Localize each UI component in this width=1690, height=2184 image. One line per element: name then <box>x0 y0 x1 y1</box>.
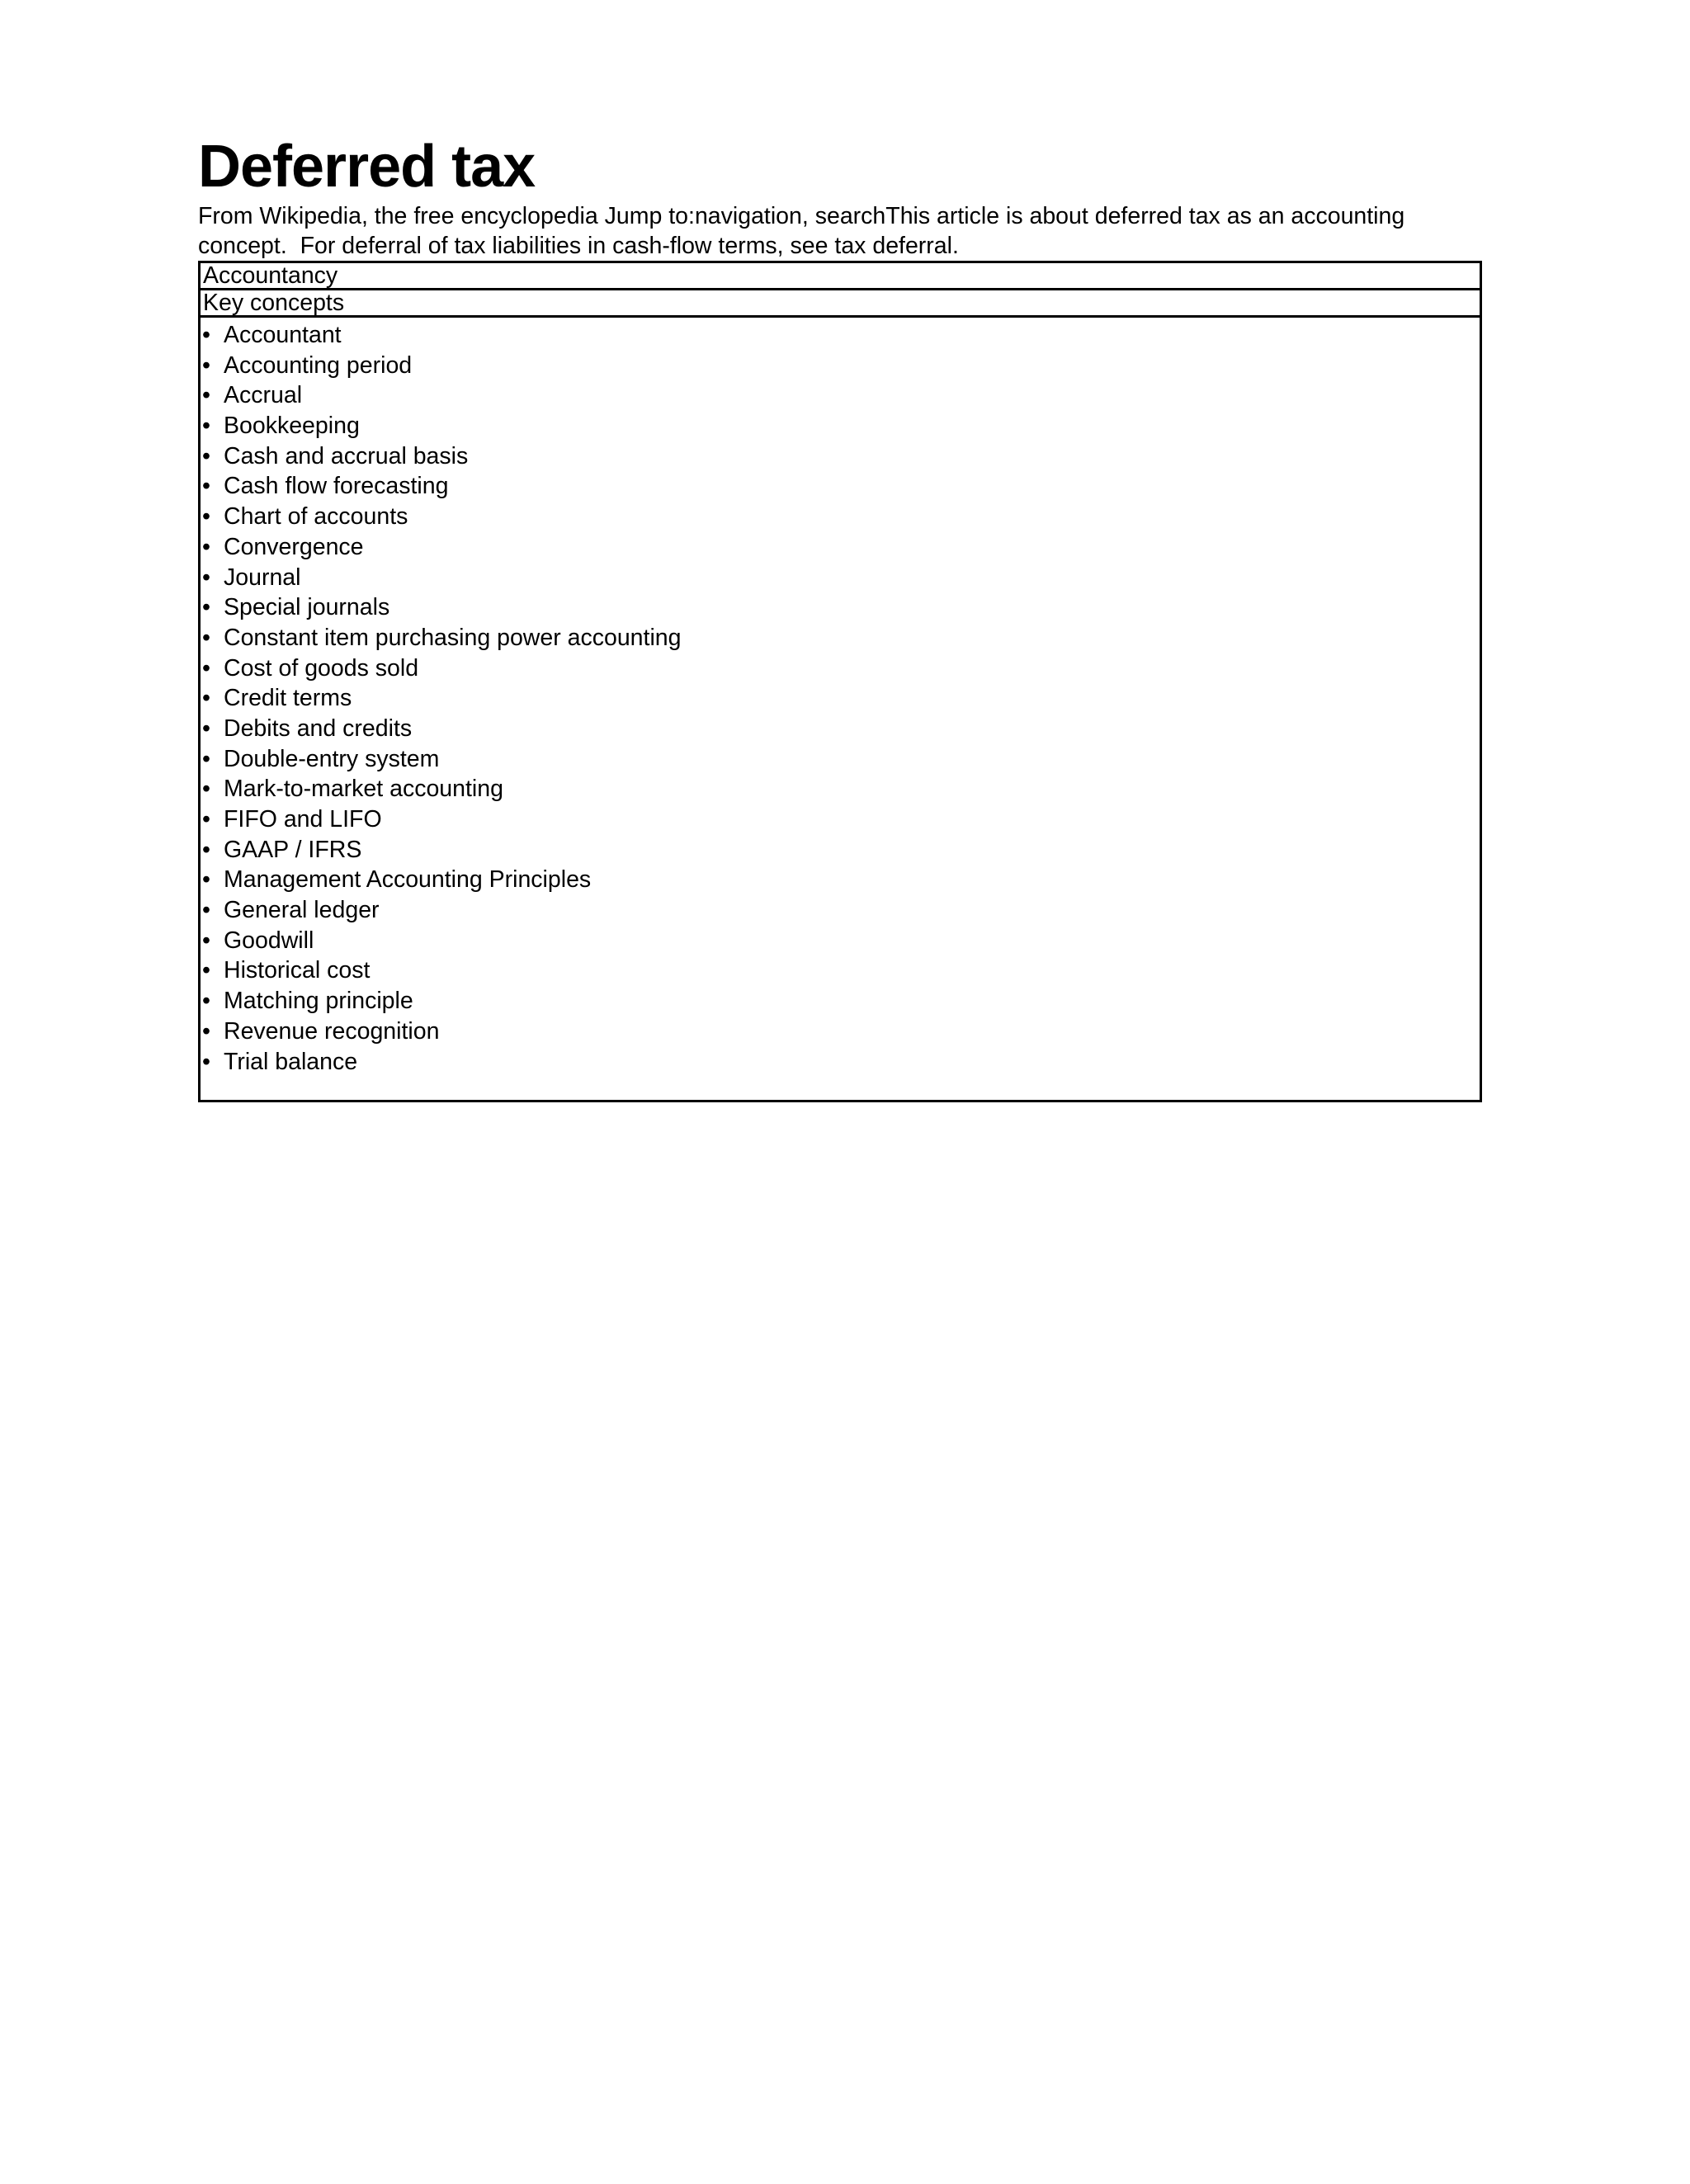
key-concept-item[interactable] <box>201 411 1480 441</box>
key-concept-label: Constant item purchasing power accounting <box>224 624 682 651</box>
key-concept-label: Credit terms <box>224 685 352 712</box>
key-concept-item[interactable] <box>201 380 1480 411</box>
bullet-icon: • <box>202 594 210 621</box>
key-concept-label: Chart of accounts <box>224 503 408 531</box>
intro-text: From Wikipedia, the free encyclopedia Jump to:navigation, searchThis article is about deferred tax as an accounting concept. For deferral of tax liabilities in cash-flow terms, see tax deferral. <box>198 203 1412 259</box>
key-concept-label: Matching principle <box>224 988 413 1015</box>
key-concept-item[interactable] <box>201 986 1480 1017</box>
key-concept-item[interactable] <box>201 441 1480 472</box>
key-concept-item[interactable] <box>201 683 1480 714</box>
bullet-icon: • <box>202 927 210 954</box>
hatnote-end: . <box>951 233 959 259</box>
bullet-icon: • <box>202 957 210 984</box>
tax-deferral-link[interactable]: tax deferral <box>834 233 952 259</box>
key-concept-item[interactable] <box>201 804 1480 835</box>
bullet-icon: • <box>202 685 210 712</box>
bullet-icon: • <box>202 351 210 379</box>
key-concept-item[interactable] <box>201 714 1480 744</box>
key-concept-item[interactable] <box>201 926 1480 956</box>
bullet-icon: • <box>202 564 210 591</box>
hatnote-text: This article is about deferred tax as an accounting concept. For deferral of tax liabilities in cash-flow terms, see <box>198 203 1412 259</box>
key-concept-item[interactable] <box>201 835 1480 866</box>
key-concepts-list <box>201 318 1480 1100</box>
key-concept-label: FIFO and LIFO <box>224 806 382 833</box>
key-concept-item[interactable] <box>201 320 1480 351</box>
key-concept-label: Trial balance <box>224 1048 358 1075</box>
bullet-icon: • <box>202 776 210 803</box>
page-title: Deferred tax <box>198 134 536 200</box>
key-concept-item[interactable] <box>201 955 1480 986</box>
key-concept-label: Accounting period <box>224 351 413 379</box>
bullet-icon: • <box>202 866 210 894</box>
key-concept-label: Goodwill <box>224 927 314 954</box>
key-concept-label: Accountant <box>224 322 342 348</box>
bullet-icon: • <box>202 988 210 1015</box>
bullet-icon: • <box>202 1017 210 1045</box>
article-page <box>198 132 1485 1102</box>
key-concept-label: GAAP / IFRS <box>224 836 362 863</box>
key-concept-label: Accrual <box>224 382 303 409</box>
key-concept-item[interactable] <box>201 653 1480 684</box>
bullet-icon: • <box>202 533 210 560</box>
key-concept-label: Revenue recognition <box>224 1017 440 1045</box>
key-concept-item[interactable] <box>201 563 1480 593</box>
bullet-icon: • <box>202 382 210 409</box>
bullet-icon: • <box>202 1048 210 1075</box>
bullet-icon: • <box>202 442 210 469</box>
key-concept-label: Cash flow forecasting <box>224 473 449 500</box>
bullet-icon: • <box>202 654 210 682</box>
key-concept-item[interactable] <box>201 1047 1480 1078</box>
key-concept-item[interactable] <box>201 623 1480 653</box>
key-concept-item[interactable] <box>201 744 1480 775</box>
key-concept-label: Journal <box>224 564 301 591</box>
key-concept-label: Convergence <box>224 533 364 560</box>
key-concept-item[interactable] <box>201 592 1480 623</box>
bullet-icon: • <box>202 897 210 924</box>
sidebar-heading[interactable]: Accountancy <box>201 263 1480 290</box>
bullet-icon: • <box>202 503 210 531</box>
bullet-icon: • <box>202 322 210 348</box>
sidebar-section-title: Key concepts <box>201 290 1480 318</box>
key-concept-label: Historical cost <box>224 957 371 984</box>
key-concept-item[interactable] <box>201 351 1480 381</box>
key-concept-label: Mark-to-market accounting <box>224 776 503 803</box>
navigation-link[interactable]: navigation <box>694 203 802 229</box>
key-concept-item[interactable] <box>201 1017 1480 1047</box>
bullet-icon: • <box>202 715 210 742</box>
key-concept-label: Management Accounting Principles <box>224 866 592 894</box>
key-concept-label: Cash and accrual basis <box>224 442 469 469</box>
key-concept-item[interactable] <box>201 502 1480 532</box>
key-concept-label: General ledger <box>224 897 380 924</box>
bullet-icon: • <box>202 473 210 500</box>
key-concept-label: Double-entry system <box>224 745 440 772</box>
key-concept-label: Cost of goods sold <box>224 654 419 682</box>
key-concept-item[interactable] <box>201 895 1480 926</box>
key-concept-label: Bookkeeping <box>224 413 360 440</box>
bullet-icon: • <box>202 624 210 651</box>
tagline: From Wikipedia, the free encyclopedia <box>198 203 598 229</box>
key-concept-item[interactable] <box>201 471 1480 502</box>
search-link[interactable]: search <box>814 203 886 229</box>
jump-to-label: Jump to: <box>604 203 695 229</box>
bullet-icon: • <box>202 806 210 833</box>
key-concept-label: Special journals <box>224 594 390 621</box>
accountancy-sidebar <box>198 261 1482 1102</box>
key-concept-item[interactable] <box>201 774 1480 804</box>
key-concept-label: Debits and credits <box>224 715 413 742</box>
bullet-icon: • <box>202 745 210 772</box>
key-concept-item[interactable] <box>201 865 1480 895</box>
key-concept-item[interactable] <box>201 532 1480 563</box>
bullet-icon: • <box>202 836 210 863</box>
bullet-icon: • <box>202 413 210 440</box>
